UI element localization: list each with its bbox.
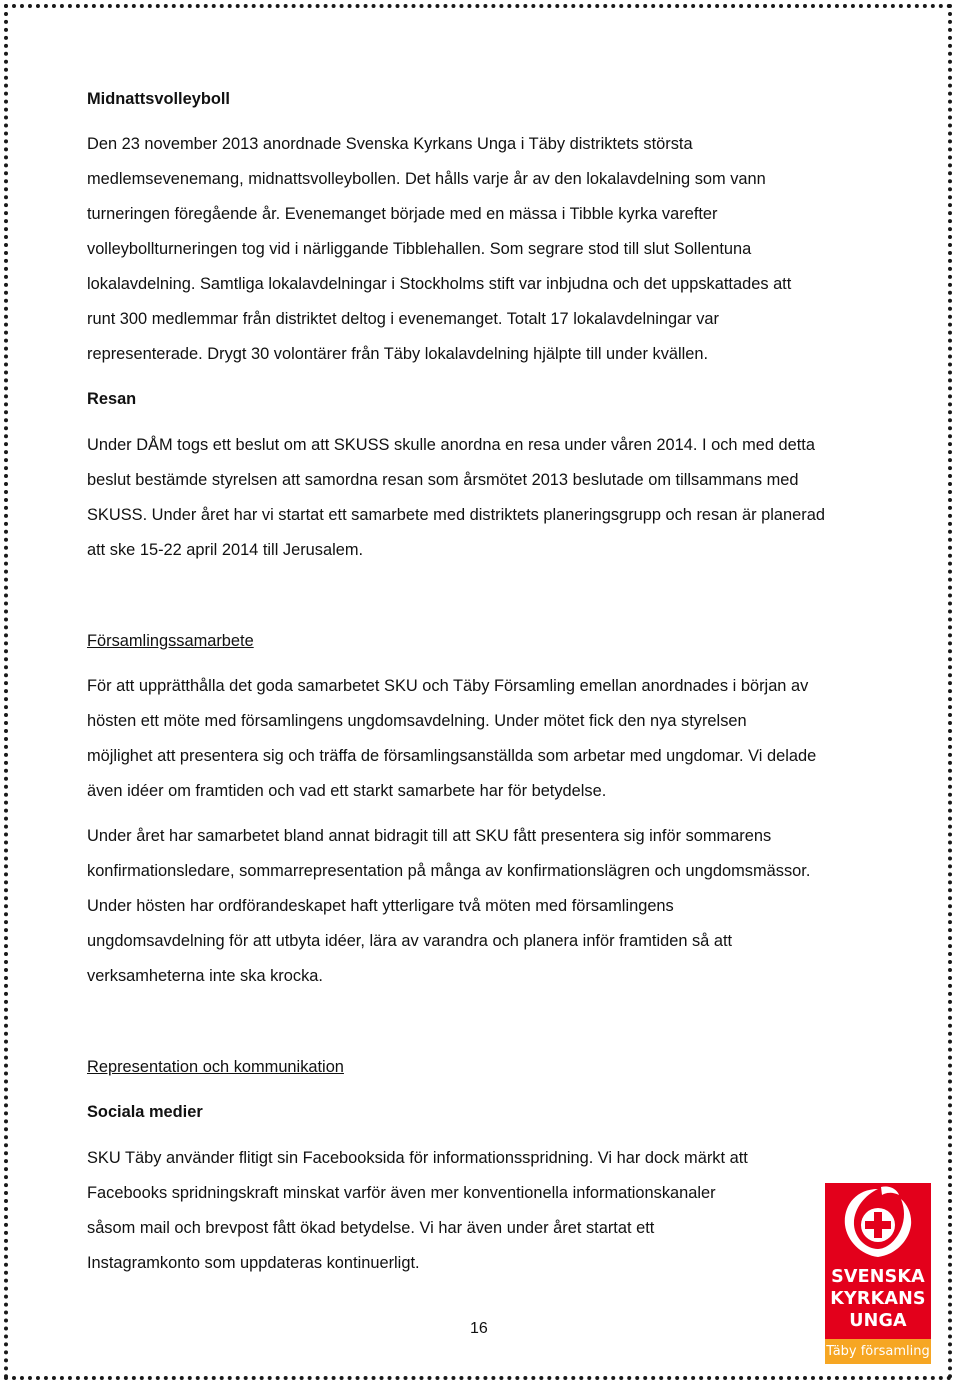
text-line: Under året har samarbetet bland annat bidragit till att SKU fått presentera sig inför sommarens xyxy=(87,827,772,845)
text-line: Under hösten har ordförandeskapet haft ytterligare två möten med församlingens xyxy=(87,897,674,915)
text-line: beslut bestämde styrelsen att samordna resan som årsmötet 2013 beslutade om tillsammans med xyxy=(87,471,799,489)
logo-line: UNGA xyxy=(849,1311,907,1331)
text-line: hösten ett möte med församlingens ungdomsavdelning. Under mötet fick den nya styrelsen xyxy=(87,712,747,730)
logo-subtitle: Täby församling xyxy=(825,1339,931,1364)
text-line: såsom mail och brevpost fått ökad betydelse. Vi har även under året startat ett xyxy=(87,1219,655,1237)
text-line: att ske 15-22 april 2014 till Jerusalem. xyxy=(87,541,364,559)
svenska-kyrkans-unga-logo xyxy=(825,1183,931,1364)
heading-resan: Resan xyxy=(87,390,137,408)
text-line: medlemsevenemang, midnattsvolleybollen. Det hålls varje år av den lokalavdelning som vann xyxy=(87,170,766,188)
text-line: turneringen föregående år. Evenemanget började med en mässa i Tibble kyrka varefter xyxy=(87,205,718,223)
text-line: Under DÅM togs ett beslut om att SKUSS skulle anordna en resa under våren 2014. I och med detta xyxy=(87,436,815,454)
cross-dove-icon xyxy=(825,1183,931,1263)
page-number: 16 xyxy=(470,1320,488,1337)
heading-midnattsvolleyboll: Midnattsvolleyboll xyxy=(87,90,230,108)
logo-line: KYRKANS xyxy=(830,1289,926,1309)
text-line: konfirmationsledare, sommarrepresentation på många av konfirmationslägren och ungdomsmässor. xyxy=(87,862,811,880)
text-line: ungdomsavdelning för att utbyta idéer, lära av varandra och planera inför framtiden så att xyxy=(87,932,733,950)
text-line: Instagramkonto som uppdateras kontinuerligt. xyxy=(87,1254,420,1272)
subheading-sociala-medier: Sociala medier xyxy=(87,1103,203,1121)
logo-line: SVENSKA xyxy=(831,1267,925,1287)
text-line: även idéer om framtiden och vad ett starkt samarbete har för betydelse. xyxy=(87,782,607,800)
text-line: Facebooks spridningskraft minskat varför även mer konventionella informationskanaler xyxy=(87,1184,716,1202)
text-line: SKU Täby använder flitigt sin Facebooksida för informationsspridning. Vi har dock märkt att xyxy=(87,1149,748,1167)
heading-representation: Representation och kommunikation xyxy=(87,1058,344,1076)
text-line: verksamheterna inte ska krocka. xyxy=(87,967,323,985)
text-line: volleybollturneringen tog vid i närliggande Tibblehallen. Som segrare stod till slut Sollentuna xyxy=(87,240,752,258)
text-line: För att upprätthålla det goda samarbetet SKU och Täby Församling emellan anordnades i början av xyxy=(87,677,809,695)
heading-forsamlingssamarbete: Församlingssamarbete xyxy=(87,632,254,650)
text-line: runt 300 medlemmar från distriktet deltog i evenemanget. Totalt 17 lokalavdelningar var xyxy=(87,310,719,328)
text-line: möjlighet att presentera sig och träffa de församlingsanställda som arbetar med ungdomar. Vi delade xyxy=(87,747,817,765)
text-line: SKUSS. Under året har vi startat ett samarbete med distriktets planeringsgrupp och resan är planerad xyxy=(87,506,825,524)
text-line: lokalavdelning. Samtliga lokalavdelningar i Stockholms stift var inbjudna och det uppskattades att xyxy=(87,275,792,293)
text-line: Den 23 november 2013 anordnade Svenska Kyrkans Unga i Täby distriktets största xyxy=(87,135,693,153)
text-line: representerade. Drygt 30 volontärer från Täby lokalavdelning hjälpte till under kvällen. xyxy=(87,345,709,363)
